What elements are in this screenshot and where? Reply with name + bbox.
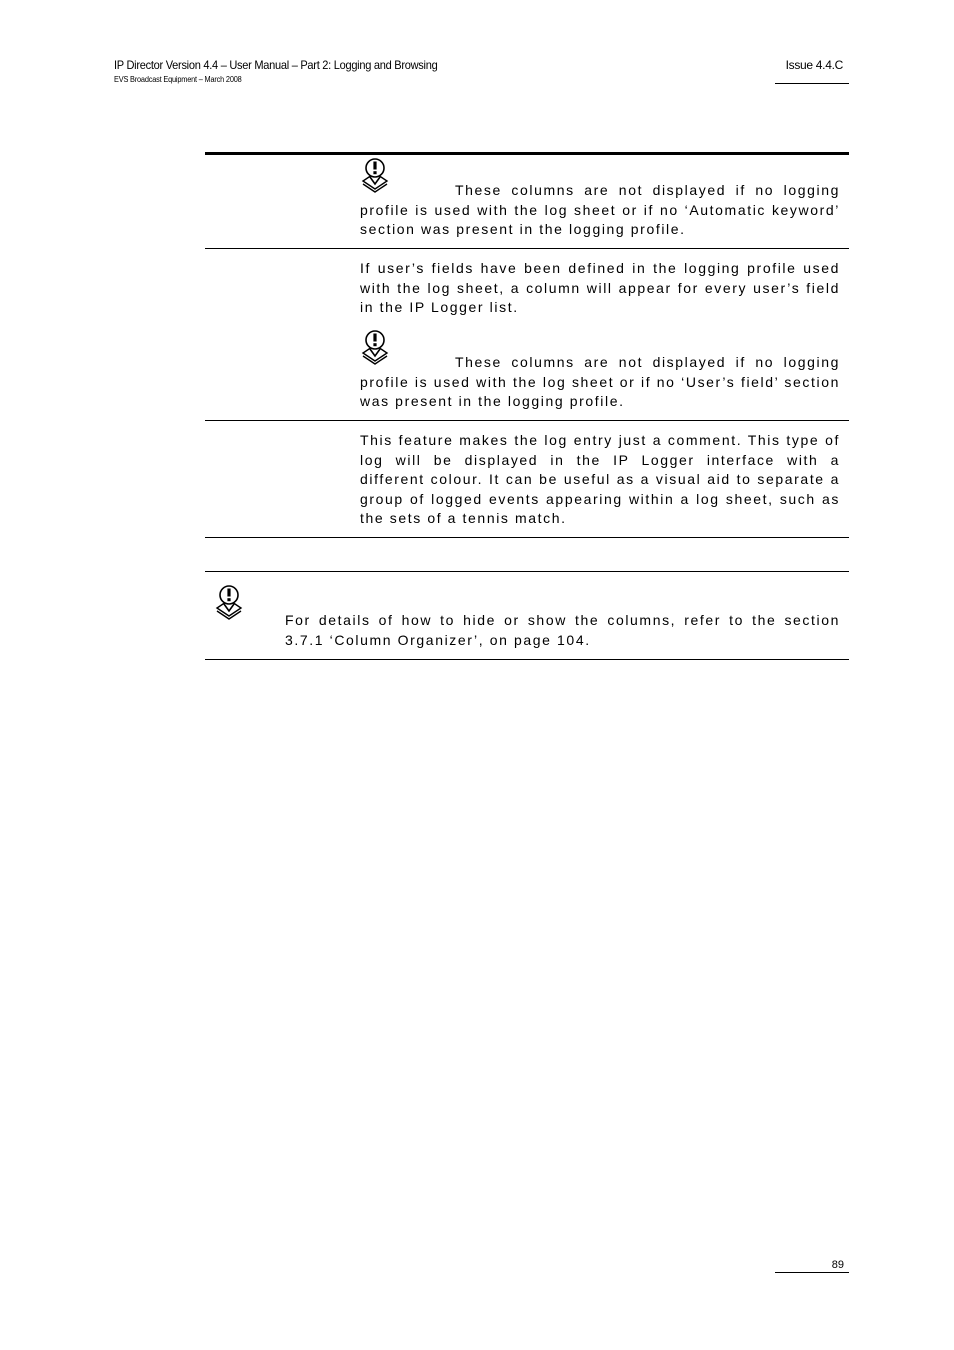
- header-title: IP Director Version 4.4 – User Manual – Part 2: Logging and Browsing: [114, 58, 438, 72]
- table-top-rule: [205, 152, 849, 155]
- table-bottom-rule: [205, 537, 849, 538]
- row3-text: This feature makes the log entry just a comment. This type of log will be displayed in the IP Logger interface with a different colour. It can be useful as a visual aid to separate a group of logged events appearing within a log sheet, such as the sets of a tennis match.: [360, 432, 840, 526]
- header-subtitle: EVS Broadcast Equipment – March 2008: [114, 75, 242, 84]
- row2-note-text: These columns are not displayed if no logging profile is used with the log sheet or if no ‘User’s field’ section was present in the logging profile.: [360, 354, 840, 409]
- table-row-divider: [205, 420, 849, 421]
- note-top-rule: [205, 571, 849, 572]
- row2-text: If user’s fields have been defined in the logging profile used with the log sheet, a column will appear for every user’s field in the IP Logger list.: [360, 260, 840, 315]
- note-bottom-rule: [205, 659, 849, 660]
- table-row-divider: [205, 248, 849, 249]
- header-issue: Issue 4.4.C: [785, 58, 843, 72]
- row1-note-text: These columns are not displayed if no logging profile is used with the log sheet or if no ‘Automatic keyword’ section was present in the logging profile.: [360, 182, 840, 237]
- header-rule: [775, 83, 849, 84]
- note-block-text: For details of how to hide or show the columns, refer to the section 3.7.1 ‘Column Organizer’, on page 104.: [285, 612, 840, 648]
- footer-rule: [775, 1272, 849, 1273]
- page-number: 89: [831, 1259, 844, 1271]
- note-icon: [213, 584, 245, 622]
